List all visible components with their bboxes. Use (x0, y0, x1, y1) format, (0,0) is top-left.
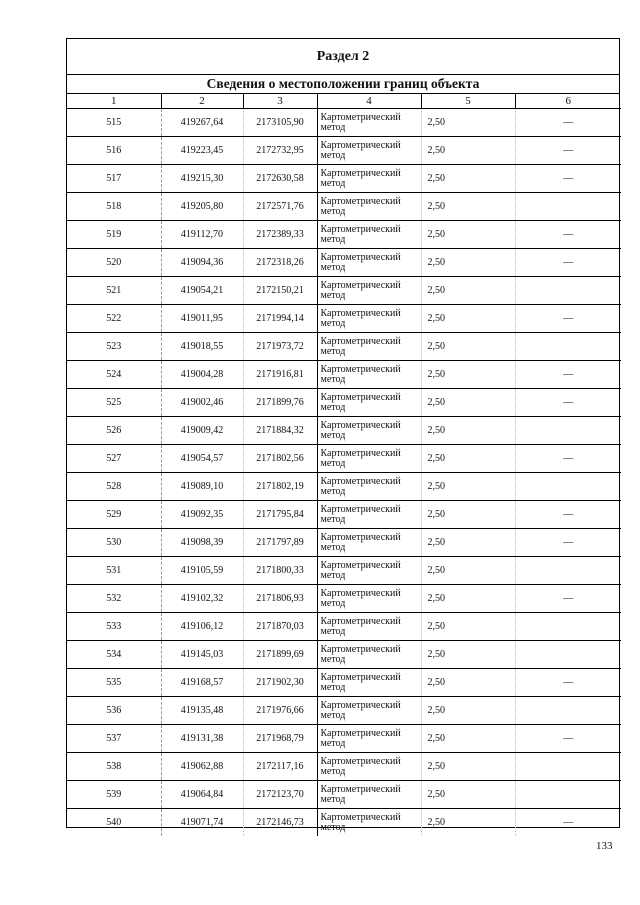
method-text: Картометрический метод (320, 391, 401, 413)
table-row (67, 333, 621, 361)
accuracy-cell: 2,50 (421, 249, 515, 277)
point-number: 533 (67, 613, 161, 641)
method-text: Картометрический метод (320, 699, 401, 721)
method-text: Картометрический метод (320, 335, 401, 357)
method-cell (317, 221, 421, 249)
description-cell: — (515, 585, 621, 613)
method-text: Картометрический метод (320, 363, 401, 385)
method-cell (317, 473, 421, 501)
coordinate-x: 419105,59 (161, 557, 243, 585)
coordinate-x: 419054,57 (161, 445, 243, 473)
method-text: Картометрический метод (320, 615, 401, 637)
point-number: 538 (67, 753, 161, 781)
description-cell (515, 557, 621, 585)
table-row (67, 473, 621, 501)
coordinate-x: 419112,70 (161, 221, 243, 249)
page-number: 133 (596, 840, 613, 852)
coordinate-y: 2172318,26 (243, 249, 317, 277)
table-row (67, 221, 621, 249)
table-row (67, 613, 621, 641)
coordinate-x: 419145,03 (161, 641, 243, 669)
method-text: Картометрический метод (320, 727, 401, 749)
accuracy-cell: 2,50 (421, 585, 515, 613)
coordinate-y: 2171902,30 (243, 669, 317, 697)
coordinate-y: 2171884,32 (243, 417, 317, 445)
coordinate-y: 2171968,79 (243, 725, 317, 753)
method-cell (317, 305, 421, 333)
point-number: 532 (67, 585, 161, 613)
method-cell (317, 669, 421, 697)
boundary-table (67, 94, 621, 836)
point-number: 525 (67, 389, 161, 417)
description-cell (515, 277, 621, 305)
coordinate-x: 419098,39 (161, 529, 243, 557)
description-cell (515, 613, 621, 641)
coordinate-y: 2172150,21 (243, 277, 317, 305)
coordinate-y: 2171797,89 (243, 529, 317, 557)
table-row (67, 417, 621, 445)
column-number-row (67, 94, 621, 109)
accuracy-cell: 2,50 (421, 613, 515, 641)
method-cell (317, 249, 421, 277)
method-cell (317, 725, 421, 753)
coordinate-y: 2171916,81 (243, 361, 317, 389)
method-cell (317, 557, 421, 585)
table-row (67, 585, 621, 613)
coordinate-x: 419131,38 (161, 725, 243, 753)
coordinate-y: 2172732,95 (243, 137, 317, 165)
description-cell (515, 473, 621, 501)
method-text: Картометрический метод (320, 447, 401, 469)
method-cell (317, 585, 421, 613)
accuracy-cell: 2,50 (421, 417, 515, 445)
accuracy-cell: 2,50 (421, 501, 515, 529)
accuracy-cell: 2,50 (421, 697, 515, 725)
method-cell (317, 333, 421, 361)
description-cell: — (515, 445, 621, 473)
coordinate-y: 2173105,90 (243, 109, 317, 137)
method-cell (317, 193, 421, 221)
column-header: 6 (515, 94, 621, 109)
point-number: 522 (67, 305, 161, 333)
method-text: Картометрический метод (320, 307, 401, 329)
description-cell: — (515, 501, 621, 529)
description-cell: — (515, 669, 621, 697)
method-cell (317, 277, 421, 305)
table-row (67, 445, 621, 473)
method-cell (317, 361, 421, 389)
coordinate-y: 2172571,76 (243, 193, 317, 221)
method-text: Картометрический метод (320, 755, 401, 777)
coordinate-y: 2172123,70 (243, 781, 317, 809)
description-cell: — (515, 249, 621, 277)
accuracy-cell: 2,50 (421, 445, 515, 473)
table-row (67, 137, 621, 165)
method-text: Картометрический метод (320, 643, 401, 665)
coordinate-x: 419106,12 (161, 613, 243, 641)
coordinate-x: 419018,55 (161, 333, 243, 361)
coordinate-x: 419205,80 (161, 193, 243, 221)
table-row (67, 725, 621, 753)
method-text: Картометрический метод (320, 195, 401, 217)
description-cell: — (515, 529, 621, 557)
table-row (67, 305, 621, 333)
table-row (67, 697, 621, 725)
coordinate-x: 419267,64 (161, 109, 243, 137)
coordinate-x: 419002,46 (161, 389, 243, 417)
coordinate-y: 2172389,33 (243, 221, 317, 249)
accuracy-cell: 2,50 (421, 137, 515, 165)
coordinate-y: 2171806,93 (243, 585, 317, 613)
coordinate-x: 419094,36 (161, 249, 243, 277)
table-body (67, 109, 621, 837)
point-number: 536 (67, 697, 161, 725)
point-number: 531 (67, 557, 161, 585)
description-cell: — (515, 165, 621, 193)
point-number: 523 (67, 333, 161, 361)
description-cell: — (515, 361, 621, 389)
coordinate-y: 2171899,76 (243, 389, 317, 417)
method-cell (317, 417, 421, 445)
coordinate-x: 419168,57 (161, 669, 243, 697)
accuracy-cell: 2,50 (421, 109, 515, 137)
method-cell (317, 753, 421, 781)
coordinate-x: 419089,10 (161, 473, 243, 501)
column-header: 4 (317, 94, 421, 109)
method-cell (317, 109, 421, 137)
coordinate-y: 2172630,58 (243, 165, 317, 193)
table-row (67, 165, 621, 193)
table-row (67, 809, 621, 837)
column-header: 3 (243, 94, 317, 109)
table-row (67, 249, 621, 277)
accuracy-cell: 2,50 (421, 193, 515, 221)
coordinate-y: 2171973,72 (243, 333, 317, 361)
method-cell (317, 529, 421, 557)
method-text: Картометрический метод (320, 671, 401, 693)
coordinate-x: 419054,21 (161, 277, 243, 305)
point-number: 540 (67, 809, 161, 837)
coordinate-x: 419071,74 (161, 809, 243, 837)
coordinate-y: 2172146,73 (243, 809, 317, 837)
method-text: Картометрический метод (320, 111, 401, 133)
method-text: Картометрический метод (320, 167, 401, 189)
coordinate-x: 419092,35 (161, 501, 243, 529)
table-row (67, 753, 621, 781)
table-row (67, 501, 621, 529)
accuracy-cell: 2,50 (421, 557, 515, 585)
method-text: Картометрический метод (320, 559, 401, 581)
coordinate-y: 2171994,14 (243, 305, 317, 333)
method-cell (317, 445, 421, 473)
accuracy-cell: 2,50 (421, 781, 515, 809)
table-row (67, 641, 621, 669)
coordinate-x: 419223,45 (161, 137, 243, 165)
table-row (67, 389, 621, 417)
accuracy-cell: 2,50 (421, 753, 515, 781)
accuracy-cell: 2,50 (421, 277, 515, 305)
table-row (67, 557, 621, 585)
point-number: 515 (67, 109, 161, 137)
coordinate-x: 419062,88 (161, 753, 243, 781)
description-cell: — (515, 221, 621, 249)
table-row (67, 781, 621, 809)
method-text: Картометрический метод (320, 475, 401, 497)
description-cell (515, 417, 621, 445)
point-number: 537 (67, 725, 161, 753)
method-text: Картометрический метод (320, 419, 401, 441)
method-text: Картометрический метод (320, 279, 401, 301)
coordinate-x: 419009,42 (161, 417, 243, 445)
section-subtitle: Сведения о местоположении границ объекта (67, 75, 619, 94)
table-row (67, 669, 621, 697)
table-row (67, 193, 621, 221)
method-cell (317, 389, 421, 417)
method-cell (317, 781, 421, 809)
accuracy-cell: 2,50 (421, 305, 515, 333)
point-number: 519 (67, 221, 161, 249)
coordinate-y: 2171899,69 (243, 641, 317, 669)
coordinate-y: 2171976,66 (243, 697, 317, 725)
point-number: 521 (67, 277, 161, 305)
description-cell: — (563, 817, 574, 828)
description-cell (515, 333, 621, 361)
accuracy-cell: 2,50 (421, 221, 515, 249)
coordinate-x: 419004,28 (161, 361, 243, 389)
method-text: Картометрический метод (320, 531, 401, 553)
accuracy-cell: 2,50 (421, 333, 515, 361)
description-cell: — (515, 137, 621, 165)
description-cell: — (515, 725, 621, 753)
point-number: 528 (67, 473, 161, 501)
point-number: 524 (67, 361, 161, 389)
coordinate-y: 2171800,33 (243, 557, 317, 585)
coordinate-y: 2171802,56 (243, 445, 317, 473)
point-number: 535 (67, 669, 161, 697)
point-number: 526 (67, 417, 161, 445)
description-cell (515, 781, 621, 809)
point-number: 517 (67, 165, 161, 193)
accuracy-cell: 2,50 (421, 641, 515, 669)
point-number: 518 (67, 193, 161, 221)
table-row (67, 277, 621, 305)
column-header: 2 (161, 94, 243, 109)
accuracy-cell: 2,50 (421, 361, 515, 389)
coordinate-y: 2171795,84 (243, 501, 317, 529)
coordinate-x: 419215,30 (161, 165, 243, 193)
point-number: 534 (67, 641, 161, 669)
accuracy-cell: 2,50 (421, 725, 515, 753)
point-number: 530 (67, 529, 161, 557)
point-number: 520 (67, 249, 161, 277)
description-cell (515, 697, 621, 725)
table-row (67, 361, 621, 389)
method-text: Картометрический метод (320, 251, 401, 273)
point-number: 527 (67, 445, 161, 473)
method-text: Картометрический метод (320, 139, 401, 161)
method-cell (317, 165, 421, 193)
accuracy-cell: 2,50 (421, 809, 515, 837)
description-cell (515, 193, 621, 221)
table-row (67, 529, 621, 557)
document-frame (66, 38, 620, 833)
method-cell (317, 641, 421, 669)
coordinate-y: 2171870,03 (243, 613, 317, 641)
accuracy-cell: 2,50 (421, 473, 515, 501)
description-cell (515, 641, 621, 669)
coordinate-x: 419102,32 (161, 585, 243, 613)
accuracy-cell: 2,50 (421, 389, 515, 417)
point-number: 539 (67, 781, 161, 809)
description-cell: — (515, 305, 621, 333)
coordinate-y: 2171802,19 (243, 473, 317, 501)
method-cell (317, 501, 421, 529)
coordinate-x: 419011,95 (161, 305, 243, 333)
method-text: Картометрический метод (320, 783, 401, 805)
description-cell (515, 753, 621, 781)
method-cell (317, 613, 421, 641)
point-number: 529 (67, 501, 161, 529)
column-header: 5 (421, 94, 515, 109)
coordinate-x: 419064,84 (161, 781, 243, 809)
method-text: Картометрический метод (320, 811, 401, 833)
point-number: 516 (67, 137, 161, 165)
column-header: 1 (67, 94, 161, 109)
method-cell (317, 697, 421, 725)
method-text: Картометрический метод (320, 503, 401, 525)
description-cell: — (515, 389, 621, 417)
section-title: Раздел 2 (67, 39, 619, 75)
coordinate-y: 2172117,16 (243, 753, 317, 781)
description-cell: — (515, 109, 621, 137)
accuracy-cell: 2,50 (421, 529, 515, 557)
coordinate-x: 419135,48 (161, 697, 243, 725)
method-cell (317, 137, 421, 165)
accuracy-cell: 2,50 (421, 669, 515, 697)
method-cell (317, 809, 421, 837)
method-text: Картометрический метод (320, 223, 401, 245)
accuracy-cell: 2,50 (421, 165, 515, 193)
table-row (67, 109, 621, 137)
method-text: Картометрический метод (320, 587, 401, 609)
